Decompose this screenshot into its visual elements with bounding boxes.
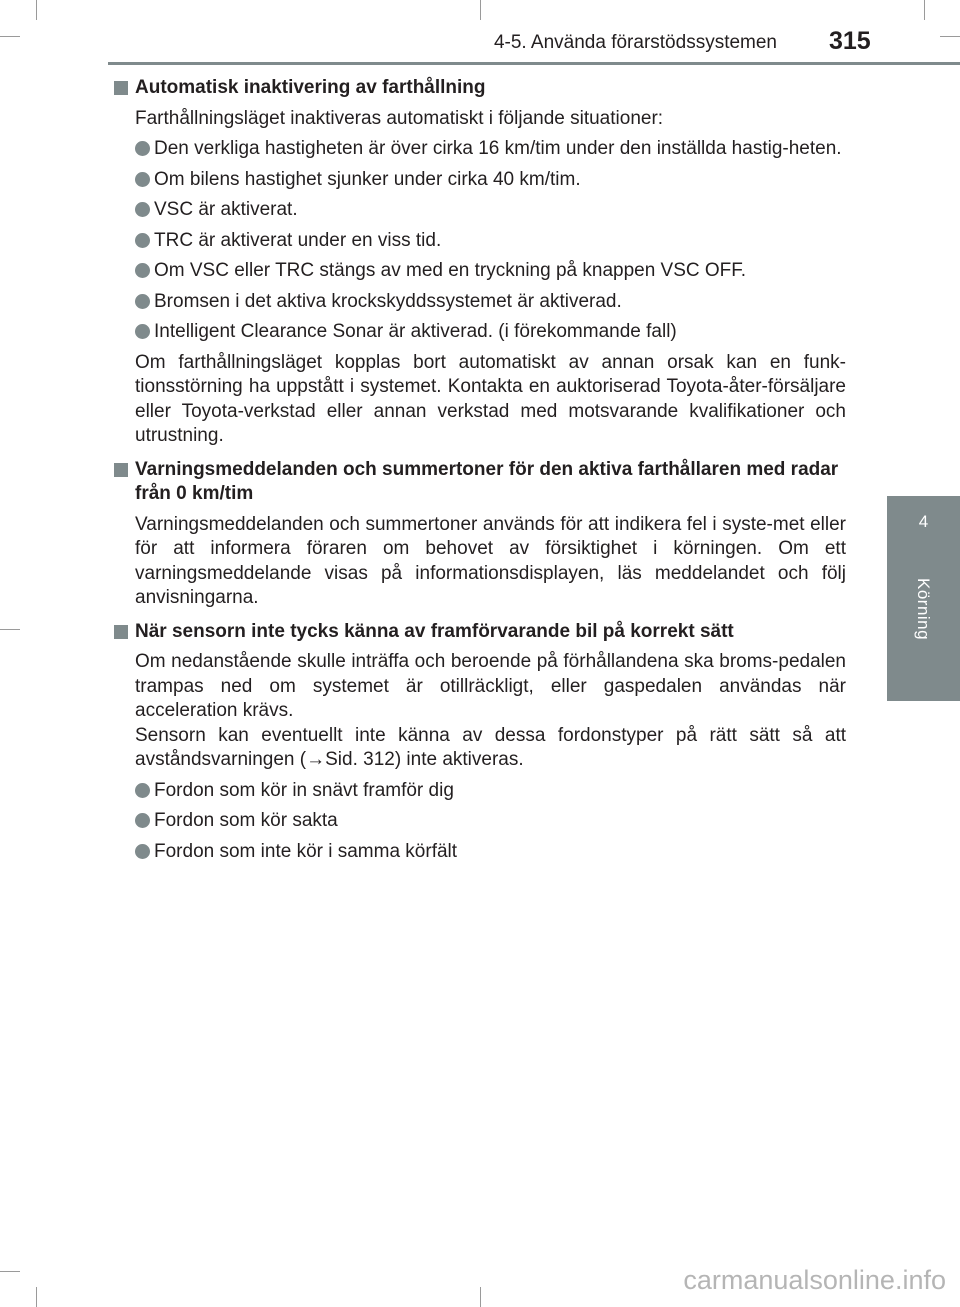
list-item: Fordon som kör in snävt framför dig [135, 779, 846, 804]
circle-bullet-icon [135, 233, 150, 248]
section-intro: Varningsmeddelanden och summertoner används för att indikera fel i syste-met eller för att informera föraren om behovet av försiktighet i körningen. Om ett varningsmeddelande visas på informationsdisplayen, läs meddelandet och följ anvisningarna. [135, 513, 846, 608]
crop-mark [36, 0, 37, 20]
circle-bullet-icon [135, 202, 150, 217]
section-intro: Farthållningsläget inaktiveras automatiskt i följande situationer: [135, 107, 664, 129]
crop-mark [480, 1287, 481, 1307]
section-heading: Automatisk inaktivering av farthållning [114, 76, 846, 101]
bullet-list [114, 137, 846, 345]
header-rule [108, 62, 960, 65]
chapter-number: 4 [918, 512, 929, 531]
crop-mark [480, 0, 481, 20]
crop-mark [36, 1287, 37, 1307]
circle-bullet-icon [135, 294, 150, 309]
section-sensor-detection [114, 620, 846, 865]
list-item: Intelligent Clearance Sonar är aktiverad. (i förekommande fall) [135, 320, 846, 345]
circle-bullet-icon [135, 324, 150, 339]
watermark: carmanualsonline.info [683, 1265, 946, 1295]
chapter-tab [887, 496, 960, 701]
bullet-list [114, 779, 846, 865]
list-item: VSC är aktiverat. [135, 198, 846, 223]
circle-bullet-icon [135, 813, 150, 828]
list-item: Fordon som kör sakta [135, 809, 846, 834]
page-content [114, 76, 846, 864]
crop-mark [0, 1271, 20, 1272]
circle-bullet-icon [135, 172, 150, 187]
section-auto-deactivation [114, 76, 846, 449]
list-item: TRC är aktiverat under en viss tid. [135, 229, 846, 254]
section-warning-messages [114, 458, 846, 611]
page-number: 315 [829, 27, 871, 55]
list-item: Den verkliga hastigheten är över cirka 16 km/tim under den inställda hastig-heten. [135, 137, 846, 162]
circle-bullet-icon [135, 783, 150, 798]
square-bullet-icon [114, 625, 128, 639]
square-bullet-icon [114, 463, 128, 477]
square-bullet-icon [114, 81, 128, 95]
list-item: Om bilens hastighet sjunker under cirka 40 km/tim. [135, 168, 846, 193]
list-item: Om VSC eller TRC stängs av med en tryckning på knappen VSC OFF. [135, 259, 846, 284]
circle-bullet-icon [135, 141, 150, 156]
section-heading: När sensorn inte tycks känna av framförvarande bil på korrekt sätt [114, 620, 846, 645]
list-item: Bromsen i det aktiva krockskyddssystemet är aktiverad. [135, 290, 846, 315]
crop-mark [924, 0, 925, 20]
chapter-label: Körning [914, 578, 933, 641]
circle-bullet-icon [135, 844, 150, 859]
crop-mark [0, 36, 20, 37]
section-intro: Om nedanstående skulle inträffa och beroende på förhållandena ska broms-pedalen trampas ned om systemet är otillräckligt, eller gaspedalen användas när acceleration krävs. Sensorn kan eventuellt inte känna av dessa fordonstyper på rätt sätt så att avståndsvarningen (→Sid. 312) inte aktiveras. [135, 651, 846, 770]
section-heading: Varningsmeddelanden och summertoner för den aktiva farthållaren med radar från 0 km/tim [114, 458, 846, 507]
section-outro: Om farthållningsläget kopplas bort automatiskt av annan orsak kan en funk-tionsstörning ha uppstått i systemet. Kontakta en auktoriserad Toyota-åter-försäljare eller Toyota-verkstad eller annan verkstad med motsvarande kvalifikationer och utrustning. [135, 351, 846, 446]
circle-bullet-icon [135, 263, 150, 278]
section-title: 4-5. Använda förarstödssystemen [493, 32, 777, 53]
list-item: Fordon som inte kör i samma körfält [135, 840, 846, 865]
crop-mark [0, 629, 20, 630]
crop-mark [940, 36, 960, 37]
